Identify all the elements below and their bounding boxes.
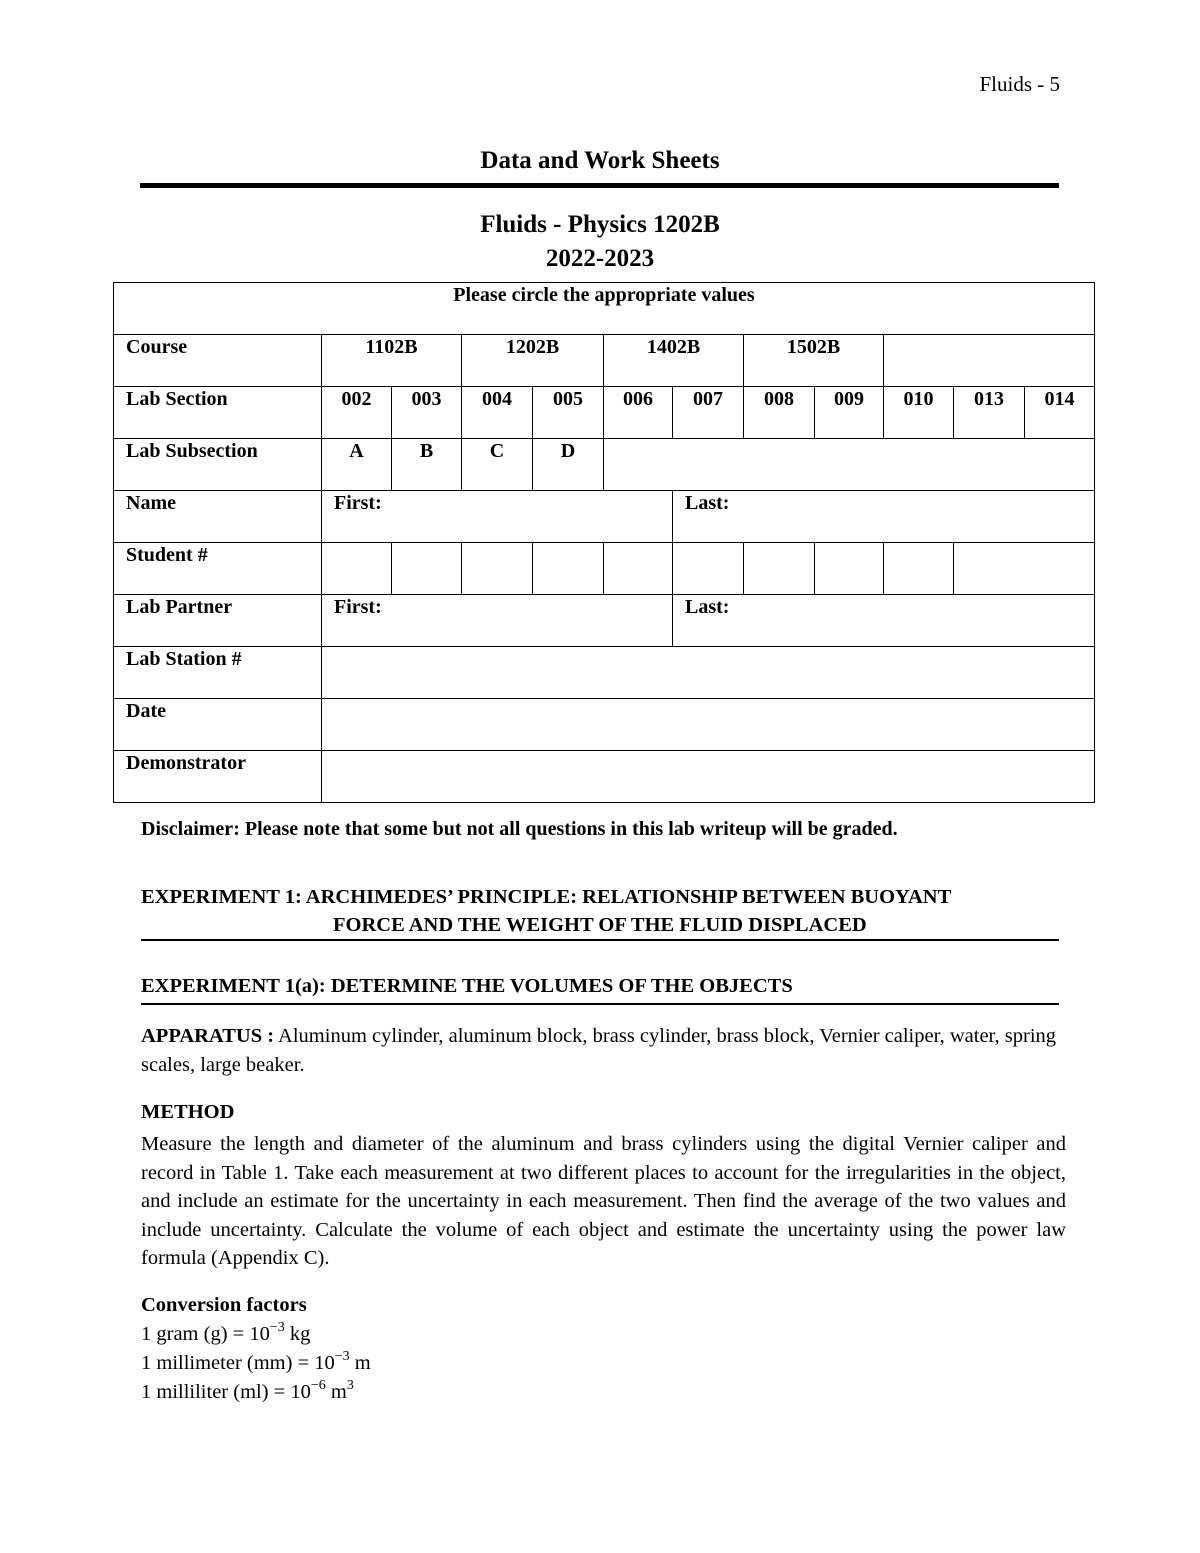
- demonstrator-label: Demonstrator: [114, 751, 322, 803]
- date-field[interactable]: [322, 699, 1095, 751]
- experiment-1-heading: [141, 883, 1066, 939]
- apparatus-label: APPARATUS :: [141, 1025, 275, 1047]
- lab-subsection-option-d[interactable]: D: [533, 439, 604, 491]
- lab-section-option[interactable]: 009: [815, 387, 884, 439]
- title-divider: [140, 183, 1059, 188]
- student-number-digit-box[interactable]: [744, 543, 815, 595]
- date-label: Date: [114, 699, 322, 751]
- course-option-1502b[interactable]: 1502B: [744, 335, 884, 387]
- experiment-1-heading-line2: FORCE AND THE WEIGHT OF THE FLUID DISPLACED: [333, 914, 867, 936]
- apparatus-text: Aluminum cylinder, aluminum block, brass cylinder, brass block, Vernier caliper, water, spring scales, large beaker.: [141, 1025, 1057, 1076]
- lab-section-option[interactable]: 002: [322, 387, 392, 439]
- student-number-digit-box[interactable]: [533, 543, 604, 595]
- name-last-field[interactable]: [673, 491, 1095, 543]
- demonstrator-field[interactable]: [322, 751, 1095, 803]
- lab-section-option[interactable]: 013: [954, 387, 1025, 439]
- lab-station-label: Lab Station #: [114, 647, 322, 699]
- conversion-gram: 1 gram $(g) = 10^{-3}$ kg: [141, 1320, 311, 1345]
- experiment-1-heading-line1: EXPERIMENT 1: ARCHIMEDES’ PRINCIPLE: RELATIONSHIP BETWEEN BUOYANT: [141, 886, 952, 908]
- method-heading: METHOD: [141, 1101, 235, 1123]
- student-number-digit-box[interactable]: [954, 543, 1095, 595]
- name-label: Name: [114, 491, 322, 543]
- student-info-form: [113, 282, 1095, 803]
- conversion-milliliter: 1 milliliter $(ml) = 10^{-6}$ $m^3$: [141, 1378, 354, 1403]
- course-option-1102b[interactable]: 1102B: [322, 335, 462, 387]
- lab-section-option[interactable]: 004: [462, 387, 533, 439]
- lab-section-option[interactable]: 006: [604, 387, 673, 439]
- lab-partner-label: Lab Partner: [114, 595, 322, 647]
- lab-subsection-option-a[interactable]: A: [322, 439, 392, 491]
- lab-subsection-blank-cell: [604, 439, 1095, 491]
- conversion-heading: Conversion factors: [141, 1294, 307, 1316]
- student-number-digit-box[interactable]: [462, 543, 533, 595]
- partner-first-label: First:: [334, 596, 382, 618]
- experiment-1a-divider: [141, 1003, 1059, 1005]
- lab-subsection-option-b[interactable]: B: [392, 439, 462, 491]
- lab-subsection-label: Lab Subsection: [114, 439, 322, 491]
- lab-section-option[interactable]: 005: [533, 387, 604, 439]
- student-number-digit-box[interactable]: [815, 543, 884, 595]
- method-text: Measure the length and diameter of the aluminum and brass cylinders using the digital Vernier caliper and record in Table 1. Take each measurement at two different places to account for the irregularities in the object, and include an estimate for the uncertainty in each measurement. Then find the average of the two values and include uncertainty. Calculate the volume of each object and estimate the uncertainty using the power law formula (Appendix C).: [141, 1133, 1066, 1269]
- student-number-digit-box[interactable]: [673, 543, 744, 595]
- lab-section-option[interactable]: 010: [884, 387, 954, 439]
- page-number: Fluids - 5: [979, 72, 1060, 96]
- course-option-1402b[interactable]: 1402B: [604, 335, 744, 387]
- lab-station-field[interactable]: [322, 647, 1095, 699]
- student-number-digit-box[interactable]: [604, 543, 673, 595]
- apparatus-paragraph: [141, 1022, 1066, 1079]
- lab-section-option[interactable]: 003: [392, 387, 462, 439]
- academic-year: 2022-2023: [545, 245, 655, 272]
- sheet-title: Data and Work Sheets: [480, 147, 720, 174]
- student-number-digit-box[interactable]: [392, 543, 462, 595]
- student-number-digit-box[interactable]: [322, 543, 392, 595]
- first-name-label: First:: [334, 492, 382, 514]
- course-blank-cell: [884, 335, 1095, 387]
- lab-section-option[interactable]: 007: [673, 387, 744, 439]
- experiment-1-divider: [141, 939, 1059, 941]
- lab-subsection-option-c[interactable]: C: [462, 439, 533, 491]
- student-number-digit-box[interactable]: [884, 543, 954, 595]
- course-title: Fluids - Physics 1202B: [480, 211, 720, 238]
- experiment-1a-heading: EXPERIMENT 1(a): DETERMINE THE VOLUMES OF THE OBJECTS: [141, 975, 793, 997]
- partner-last-label: Last:: [685, 596, 730, 618]
- student-number-label: Student #: [114, 543, 322, 595]
- last-name-label: Last:: [685, 492, 730, 514]
- course-label: Course: [114, 335, 322, 387]
- lab-section-option[interactable]: 014: [1025, 387, 1095, 439]
- lab-section-option[interactable]: 008: [744, 387, 815, 439]
- partner-last-field[interactable]: [673, 595, 1095, 647]
- course-option-1202b[interactable]: 1202B: [462, 335, 604, 387]
- partner-first-field[interactable]: [322, 595, 673, 647]
- name-first-field[interactable]: [322, 491, 673, 543]
- conversion-millimeter: 1 millimeter $(mm) = 10^{-3}$ m: [141, 1349, 371, 1374]
- form-instruction: Please circle the appropriate values: [114, 283, 1095, 335]
- disclaimer: Disclaimer: Please note that some but not all questions in this lab writeup will be graded.: [141, 818, 898, 840]
- lab-section-label: Lab Section: [114, 387, 322, 439]
